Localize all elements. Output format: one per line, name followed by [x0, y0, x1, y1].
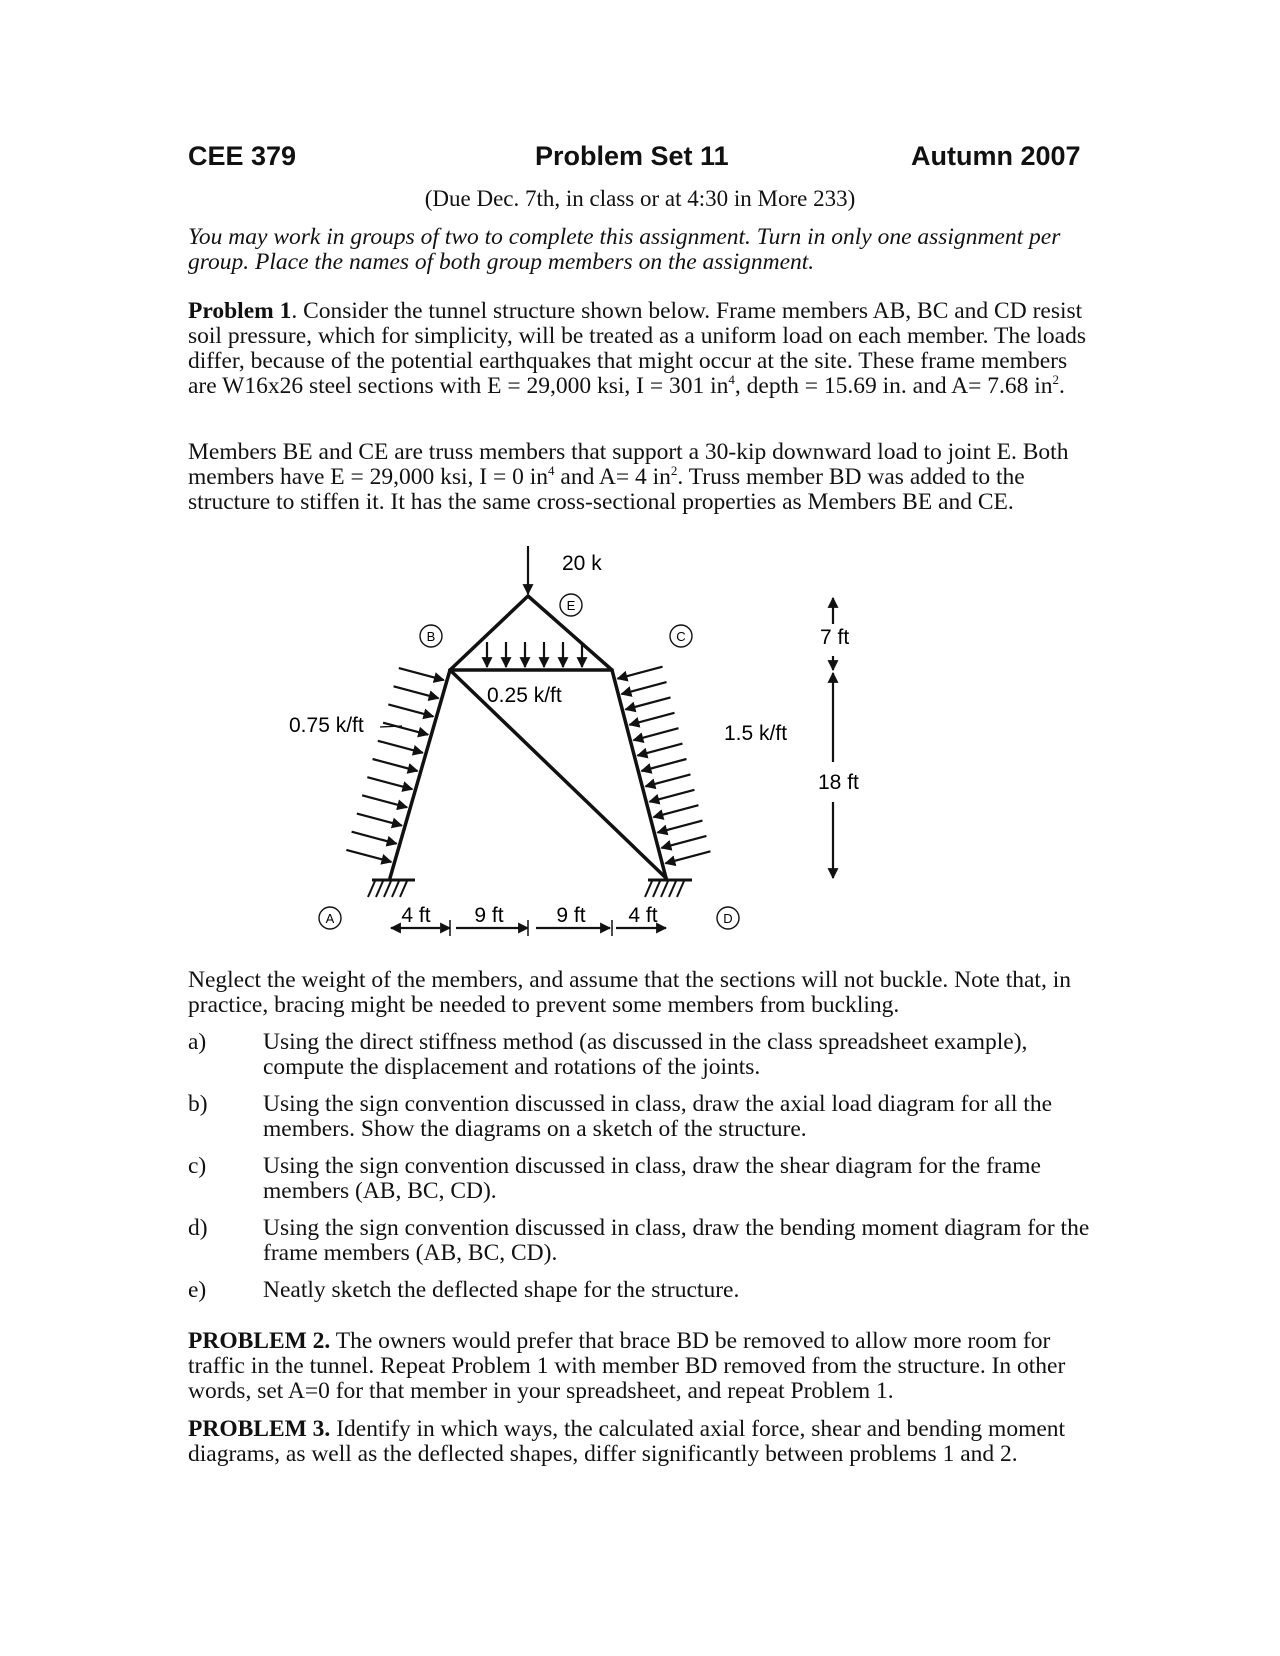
- group-instructions: You may work in groups of two to complete this assignment. Turn in only one assignment per group. Place the names of both group members on the assignment.: [188, 224, 1061, 275]
- load-ab-arrow: [378, 741, 423, 753]
- member-ab: [390, 670, 450, 878]
- load-ab-arrow: [346, 850, 391, 862]
- problem-3-paragraph: [188, 1417, 1093, 1467]
- exponent: 2: [670, 463, 678, 478]
- load-ab-arrow: [383, 723, 428, 735]
- load-cd-arrow: [618, 667, 663, 679]
- exponent: 4: [548, 463, 555, 478]
- load-cd-arrow: [641, 759, 686, 771]
- load-cd-arrow: [637, 744, 682, 756]
- load-cd-arrow: [633, 728, 678, 740]
- load-cd-arrow: [661, 836, 706, 848]
- node-b-label: B: [426, 629, 436, 644]
- question-text: Using the sign convention discussed in class, draw the axial load diagram for all the members. Show the diagrams on a sketch of the structure.: [263, 1091, 1053, 1142]
- question-label: c): [188, 1153, 207, 1179]
- term-label: Autumn 2007: [911, 141, 1081, 171]
- load-cd-arrow: [653, 805, 698, 817]
- point-load-label: 20 k: [562, 552, 602, 575]
- problem-1-text-part: .: [1059, 373, 1065, 399]
- problem-2-text: The owners would prefer that brace BD be removed to allow more room for traffic in the tunnel. Repeat Problem 1 with member BD removed from the structure. In other words, set A=0 for that member in your spreadsheet, and repeat Problem 1.: [188, 1328, 1066, 1404]
- exponent: 2: [1052, 372, 1060, 387]
- question-text: Using the sign convention discussed in class, draw the bending moment diagram for the frame members (AB, BC, CD).: [263, 1215, 1090, 1266]
- load-cd-arrow: [649, 790, 694, 802]
- problem-1-text-part: Members BE and CE are truss members that support a 30-kip downward load to joint E. Both members have E = 29,000 ksi, I = 0 in: [188, 439, 1069, 490]
- question-text: Using the direct stiffness method (as discussed in the class spreadsheet example), compute the displacement and rotations of the joints.: [263, 1029, 1028, 1080]
- load-cd-label: 1.5 k/ft: [724, 722, 788, 745]
- dim-a-label: 4 ft: [401, 904, 431, 927]
- dim-height-label: 18 ft: [818, 771, 859, 794]
- question-label: a): [188, 1029, 207, 1055]
- load-ab-arrow: [394, 686, 439, 698]
- course-code: CEE 379: [188, 141, 297, 171]
- load-ab-arrow: [399, 668, 444, 680]
- dim-c-label: 9 ft: [556, 904, 586, 927]
- load-cd-arrow: [622, 682, 667, 694]
- load-cd-arrow: [657, 821, 702, 833]
- problem-set-title: Problem Set 11: [535, 141, 729, 171]
- load-ab-label: 0.75 k/ft: [289, 714, 364, 737]
- dim-b-label: 9 ft: [474, 904, 504, 927]
- node-e-label: E: [566, 598, 576, 613]
- distributed-load-arrows: [346, 642, 710, 863]
- load-cd-arrow: [626, 697, 671, 709]
- node-d-label: D: [723, 911, 733, 926]
- problem-1-text-part: and A= 4 in: [554, 464, 671, 490]
- problem-1-label: Problem 1: [188, 298, 292, 324]
- node-a-label: A: [325, 911, 335, 926]
- load-cd-arrow: [645, 774, 690, 786]
- load-cd-arrow: [665, 851, 710, 863]
- problem-3-text: Identify in which ways, the calculated axial force, shear and bending moment diagrams, as well as the deflected shapes, differ significantly between problems 1 and 2.: [188, 1416, 1066, 1467]
- load-ab-arrow: [367, 777, 412, 789]
- load-ab-arrow: [362, 795, 407, 807]
- load-ab-arrow: [357, 814, 402, 826]
- neglect-paragraph: Neglect the weight of the members, and assume that the sections will not buckle. Note that, in practice, bracing might be needed to prevent some members from buckling.: [188, 967, 1071, 1018]
- load-bc-label: 0.25 k/ft: [487, 684, 562, 707]
- question-label: e): [188, 1277, 207, 1303]
- question-label: b): [188, 1091, 208, 1117]
- support-d: [645, 880, 692, 897]
- due-date-line: (Due Dec. 7th, in class or at 4:30 in More 233): [424, 186, 856, 211]
- question-text: Neatly sketch the deflected shape for the structure.: [263, 1277, 740, 1303]
- member-be: [450, 596, 528, 670]
- question-label: d): [188, 1215, 208, 1241]
- load-ab-arrow: [352, 832, 397, 844]
- problem-1-text-part: , depth = 15.69 in. and A= 7.68 in: [734, 373, 1053, 399]
- problem-2-label: PROBLEM 2.: [188, 1328, 331, 1354]
- load-cd-arrow: [629, 713, 674, 725]
- problem-3-label: PROBLEM 3.: [188, 1416, 331, 1442]
- support-a: [368, 880, 415, 897]
- load-ab-arrow: [373, 759, 418, 771]
- dim-d-label: 4 ft: [628, 904, 658, 927]
- question-text: Using the sign convention discussed in class, draw the shear diagram for the frame members (AB, BC, CD).: [263, 1153, 1041, 1204]
- load-ab-arrow: [388, 704, 433, 716]
- node-c-label: C: [676, 629, 686, 644]
- dim-top-label: 7 ft: [820, 626, 850, 649]
- problem-1-text-part: . Truss member BD was added to the structure to stiffen it. It has the same cross-sectional properties as Members BE and CE.: [188, 464, 1025, 515]
- exponent: 4: [728, 372, 735, 387]
- problem-1-text-part: . Consider the tunnel structure shown below. Frame members AB, BC and CD resist soil pressure, which for simplicity, will be treated as a uniform load on each member. The loads differ, because of the potential earthquakes that might occur at the site. These frame members are W16x26 steel sections with E = 29,000 ksi, I = 301 in: [188, 298, 1086, 399]
- problem-2-paragraph: [188, 1329, 1093, 1404]
